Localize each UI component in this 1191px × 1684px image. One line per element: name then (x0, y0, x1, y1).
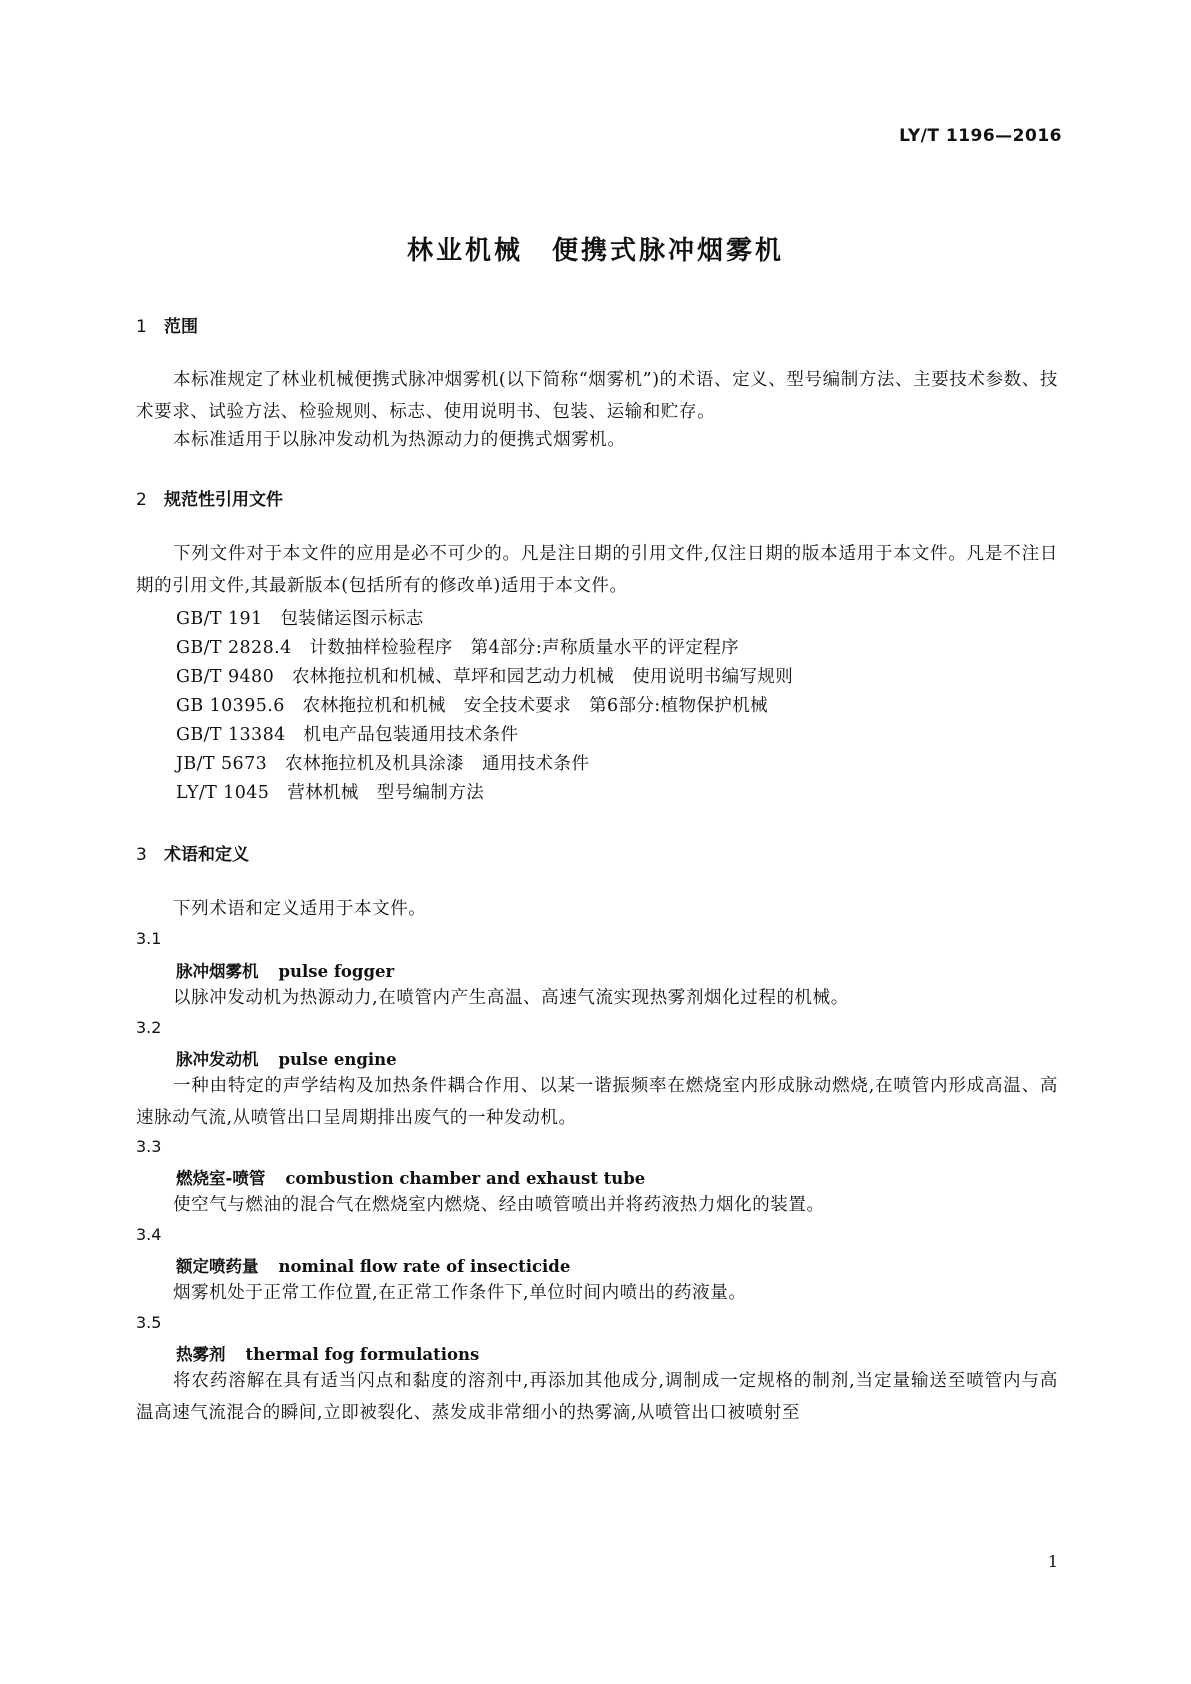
term-en: nominal flow rate of insecticide (278, 1257, 571, 1276)
reference-item: GB 10395.6 农林拖拉机和机械 安全技术要求 第6部分:植物保护机械 (176, 696, 768, 716)
term-en: combustion chamber and exhaust tube (285, 1169, 646, 1188)
standard-number: LY/T 1196—2016 (899, 126, 1062, 146)
paragraph: 本标准规定了林业机械便携式脉冲烟雾机(以下简称“烟雾机”)的术语、定义、型号编制方法、主要技术参数、技术要求、试验方法、检验规则、标志、使用说明书、包装、运输和贮存。 (136, 370, 1058, 422)
term-heading (176, 958, 394, 982)
section-1-heading (136, 312, 198, 337)
reference-item: GB/T 9480 农林拖拉机和机械、草坪和园艺动力机械 使用说明书编写规则 (176, 667, 794, 687)
section-title: 术语和定义 (164, 845, 249, 865)
section-title: 规范性引用文件 (164, 490, 283, 510)
term-zh: 燃烧室-喷管 (176, 1169, 266, 1188)
term-zh: 脉冲烟雾机 (176, 962, 259, 981)
paragraph: 下列术语和定义适用于本文件。 (173, 899, 427, 919)
section-number: 1 (136, 317, 147, 337)
paragraph: 下列文件对于本文件的应用是必不可少的。凡是注日期的引用文件,仅注日期的版本适用于本文件。凡是不注日期的引用文件,其最新版本(包括所有的修改单)适用于本文件。 (136, 544, 1058, 596)
term-heading (176, 1253, 570, 1277)
term-en: thermal fog formulations (245, 1345, 480, 1364)
section-title: 范围 (164, 317, 198, 337)
reference-item: LY/T 1045 营林机械 型号编制方法 (176, 783, 485, 803)
document-title: 林业机械 便携式脉冲烟雾机 (406, 236, 784, 266)
term-number: 3.5 (136, 1313, 162, 1332)
term-definition: 烟雾机处于正常工作位置,在正常工作条件下,单位时间内喷出的药液量。 (173, 1283, 747, 1303)
section-2-heading (136, 485, 283, 510)
term-zh: 脉冲发动机 (176, 1050, 259, 1069)
section-number: 3 (136, 845, 147, 865)
section-number: 2 (136, 490, 147, 510)
term-definition: 使空气与燃油的混合气在燃烧室内燃烧、经由喷管喷出并将药液热力烟化的装置。 (173, 1195, 825, 1215)
term-heading (176, 1341, 479, 1365)
reference-item: GB/T 191 包装储运图示标志 (176, 609, 424, 629)
term-definition: 将农药溶解在具有适当闪点和黏度的溶剂中,再添加其他成分,调制成一定规格的制剂,当定量输送至喷管内与高温高速气流混合的瞬间,立即被裂化、蒸发成非常细小的热雾滴,从喷管出口被喷射至 (136, 1371, 1058, 1423)
paragraph: 本标准适用于以脉冲发动机为热源动力的便携式烟雾机。 (173, 430, 626, 450)
term-number: 3.4 (136, 1225, 162, 1244)
reference-item: JB/T 5673 农林拖拉机及机具涂漆 通用技术条件 (176, 754, 590, 774)
page-number: 1 (1047, 1552, 1058, 1571)
term-en: pulse engine (278, 1050, 397, 1069)
term-definition: 以脉冲发动机为热源动力,在喷管内产生高温、高速气流实现热雾剂烟化过程的机械。 (173, 988, 849, 1008)
term-definition: 一种由特定的声学结构及加热条件耦合作用、以某一谐振频率在燃烧室内形成脉动燃烧,在喷管内形成高温、高速脉动气流,从喷管出口呈周期排出废气的一种发动机。 (136, 1076, 1058, 1128)
term-zh: 热雾剂 (176, 1345, 226, 1364)
term-heading (176, 1046, 397, 1070)
term-heading (176, 1165, 645, 1189)
term-zh: 额定喷药量 (176, 1257, 259, 1276)
section-3-heading (136, 840, 249, 865)
term-number: 3.3 (136, 1137, 162, 1156)
term-number: 3.1 (136, 929, 162, 948)
reference-item: GB/T 13384 机电产品包装通用技术条件 (176, 725, 519, 745)
reference-item: GB/T 2828.4 计数抽样检验程序 第4部分:声称质量水平的评定程序 (176, 638, 740, 658)
term-number: 3.2 (136, 1018, 162, 1037)
term-en: pulse fogger (278, 962, 395, 981)
